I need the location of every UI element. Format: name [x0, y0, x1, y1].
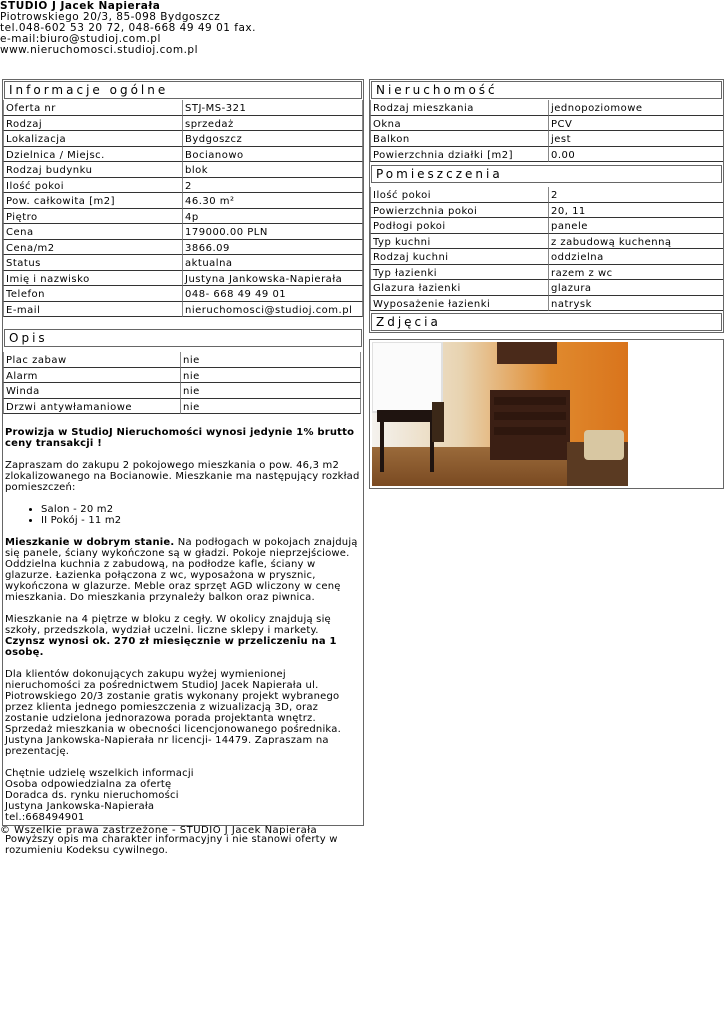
general-row-status: [3, 255, 363, 271]
rooms-section-title: Pomieszczenia: [371, 165, 722, 183]
row-value: STJ-MS-321: [183, 100, 363, 116]
row-label: Rodzaj budynku: [3, 162, 183, 178]
row-label: Dzielnica / Miejsc.: [3, 147, 183, 163]
contact-line: Justyna Jankowska-Napierała: [5, 801, 155, 812]
opis-row-elevator: [3, 383, 363, 399]
row-value: Bocianowo: [183, 147, 363, 163]
offer-description: [3, 427, 363, 856]
property-row-balcony: [370, 131, 723, 147]
photos-section-title: Zdjęcia: [371, 313, 722, 331]
general-table: [3, 100, 363, 317]
copyright-footer: © Wszelkie prawa zastrzeżone - STUDIO J Jacek Napierała: [0, 825, 318, 836]
opis-row-doors: [3, 399, 363, 415]
intro-paragraph: Zapraszam do zakupu 2 pokojowego mieszkania o pow. 46,3 m2 zlokalizowanego na Bocianowie. Mieszkanie ma następujący rozkład pomieszczeń:: [5, 460, 360, 493]
general-row-price: [3, 224, 363, 240]
condition-text: Na podłogach w pokojach znajdują się panele, ściany wykończone są w gładzi. Pokoje nieprzejściowe. Oddzielna kuchnia z zabudową, na podłodze kafle, ściany w glazurze. Łazienka połączona z wc, wyposażona w prysznic, wykończona w glazurze. Meble oraz sprzęt AGD wliczony w cenę mieszkania. Do mieszkania przynależy balkon oraz piwnica.: [5, 537, 358, 603]
agency-header: [0, 1, 256, 56]
row-value: 46.30 m²: [183, 193, 363, 209]
row-value: aktualna: [183, 255, 363, 271]
row-label: Podłogi pokoi: [370, 218, 549, 234]
rooms-table: [370, 187, 723, 311]
company-phone: tel.048-602 53 20 72, 048-668 49 49 01 fax.: [0, 22, 256, 34]
row-value: z zabudową kuchenną: [549, 234, 723, 250]
row-value: glazura: [549, 280, 723, 296]
company-website: www.nieruchomosci.studioj.com.pl: [0, 44, 198, 56]
rooms-row-kitchen-type: [370, 234, 723, 250]
general-row-floor: [3, 209, 363, 225]
property-section-title: Nieruchomość: [371, 81, 722, 99]
opis-row-alarm: [3, 368, 363, 384]
property-row-windows: [370, 116, 723, 132]
row-label: Wyposażenie łazienki: [370, 296, 549, 312]
row-label: Drzwi antywłamaniowe: [3, 399, 181, 415]
row-label: E-mail: [3, 302, 183, 318]
contact-line: Osoba odpowiedzialna za ofertę: [5, 779, 172, 790]
row-value: jest: [549, 131, 723, 147]
general-row-email: [3, 302, 363, 318]
row-label: Typ łazienki: [370, 265, 549, 281]
rooms-row-area: [370, 203, 723, 219]
contact-line: Chętnie udzielę wszelkich informacji: [5, 768, 194, 779]
row-label: Imię i nazwisko: [3, 271, 183, 287]
contact-line: tel.:668494901: [5, 812, 85, 823]
row-value: 3866.09: [183, 240, 363, 256]
row-label: Ilość pokoi: [3, 178, 183, 194]
rooms-row-floors: [370, 218, 723, 234]
row-value: blok: [183, 162, 363, 178]
apartment-photo[interactable]: [372, 342, 628, 486]
row-value: 4p: [183, 209, 363, 225]
row-label: Winda: [3, 383, 181, 399]
row-label: Okna: [370, 116, 549, 132]
row-label: Pow. całkowita [m2]: [3, 193, 183, 209]
row-label: Balkon: [370, 131, 549, 147]
row-value: nie: [181, 352, 361, 368]
row-value: 179000.00 PLN: [183, 224, 363, 240]
row-value: natrysk: [549, 296, 723, 312]
row-label: Powierzchnia pokoi: [370, 203, 549, 219]
rooms-row-bathroom-type: [370, 265, 723, 281]
general-row-name: [3, 271, 363, 287]
row-label: Powierzchnia działki [m2]: [370, 147, 549, 163]
row-label: Piętro: [3, 209, 183, 225]
row-value: panele: [549, 218, 723, 234]
row-label: Rodzaj kuchni: [370, 249, 549, 265]
general-row-location: [3, 131, 363, 147]
general-row-price-per-m2: [3, 240, 363, 256]
row-label: Glazura łazienki: [370, 280, 549, 296]
row-value: nie: [181, 399, 361, 415]
row-label: Plac zabaw: [3, 352, 181, 368]
row-value: oddzielna: [549, 249, 723, 265]
rooms-row-bathroom-tiles: [370, 280, 723, 296]
list-item: • Salon - 20 m2: [41, 504, 361, 515]
row-value: 2: [183, 178, 363, 194]
provision-note: Prowizja w StudioJ Nieruchomości wynosi jedynie 1% brutto ceny transakcji !: [5, 427, 355, 449]
general-row-rooms: [3, 178, 363, 194]
row-label: Rodzaj mieszkania: [370, 100, 549, 116]
row-label: Lokalizacja: [3, 131, 183, 147]
opis-row-playground: [3, 352, 363, 368]
row-label: Cena: [3, 224, 183, 240]
row-label: Oferta nr: [3, 100, 183, 116]
row-value: Justyna Jankowska-Napierała: [183, 271, 363, 287]
row-value[interactable]: nieruchomosci@studioj.com.pl: [183, 302, 363, 318]
photos-panel: [369, 339, 724, 489]
property-row-flat-type: [370, 100, 723, 116]
condition-paragraph: [5, 537, 361, 603]
disclaimer: Powyższy opis ma charakter informacyjny i nie stanowi oferty w rozumieniu Kodeksu cywilnego.: [5, 834, 338, 856]
row-label: Typ kuchni: [370, 234, 549, 250]
rooms-list: [5, 504, 361, 526]
row-value: 20, 11: [549, 203, 723, 219]
row-value: 0.00: [549, 147, 723, 163]
general-section-title: Informacje ogólne: [4, 81, 362, 99]
row-label: Ilość pokoi: [370, 187, 549, 203]
row-value: Bydgoszcz: [183, 131, 363, 147]
property-table: [370, 100, 723, 162]
row-value: jednopoziomowe: [549, 100, 723, 116]
company-name: STUDIO J Jacek Napierała: [0, 0, 161, 12]
row-value: PCV: [549, 116, 723, 132]
contact-line: Doradca ds. rynku nieruchomości: [5, 790, 179, 801]
offer-paragraph: Dla klientów dokonujących zakupu wyżej wymienionej nieruchomości za pośrednictwem StudioJ Jacek Napierała ul. Piotrowskiego 20/3 zostanie gratis wykonany projekt wybranego przez klienta jednego pomieszczenia z wizualizacją 3D, oraz zostanie udzielona jednorazowa porada projektanta wnętrz. Sprzedaż mieszkania w obecności licencjonowanego pośrednika. Justyna Jankowska-Napierała nr licencji- 14479. Zapraszam na prezentację.: [5, 669, 341, 757]
property-panel: [369, 79, 724, 333]
general-row-district: [3, 147, 363, 163]
general-row-type: [3, 116, 363, 132]
rent-note: Czynsz wynosi ok. 270 zł miesięcznie w przeliczeniu na 1 osobę.: [5, 636, 337, 658]
row-value: 048- 668 49 49 01: [183, 286, 363, 302]
rooms-row-kitchen-kind: [370, 249, 723, 265]
company-address: Piotrowskiego 20/3, 85-098 Bydgoszcz: [0, 11, 221, 23]
row-value: nie: [181, 383, 361, 399]
row-value: nie: [181, 368, 361, 384]
rooms-row-bathroom-equipment: [370, 296, 723, 312]
row-value: sprzedaż: [183, 116, 363, 132]
row-label: Status: [3, 255, 183, 271]
list-item: • II Pokój - 11 m2: [41, 515, 361, 526]
general-row-area: [3, 193, 363, 209]
general-row-building: [3, 162, 363, 178]
general-row-phone: [3, 286, 363, 302]
row-label: Alarm: [3, 368, 181, 384]
opis-section-title: Opis: [4, 329, 362, 347]
opis-table: [3, 352, 363, 414]
row-label: Rodzaj: [3, 116, 183, 132]
location-paragraph: Mieszkanie na 4 piętrze w bloku z cegły. W okolicy znajdują się szkoły, przedszkola, wydział uczelni. liczne sklepy i markety.: [5, 614, 331, 636]
row-label: Cena/m2: [3, 240, 183, 256]
row-value: 2: [549, 187, 723, 203]
row-value: razem z wc: [549, 265, 723, 281]
company-email: e-mail:biuro@studioj.com.pl: [0, 33, 161, 45]
room-image: [372, 342, 628, 486]
condition-bold: Mieszkanie w dobrym stanie.: [5, 537, 175, 548]
row-label: Telefon: [3, 286, 183, 302]
right-column: [369, 79, 724, 489]
rooms-row-count: [370, 187, 723, 203]
general-row-offer: [3, 100, 363, 116]
property-row-plot: [370, 147, 723, 163]
